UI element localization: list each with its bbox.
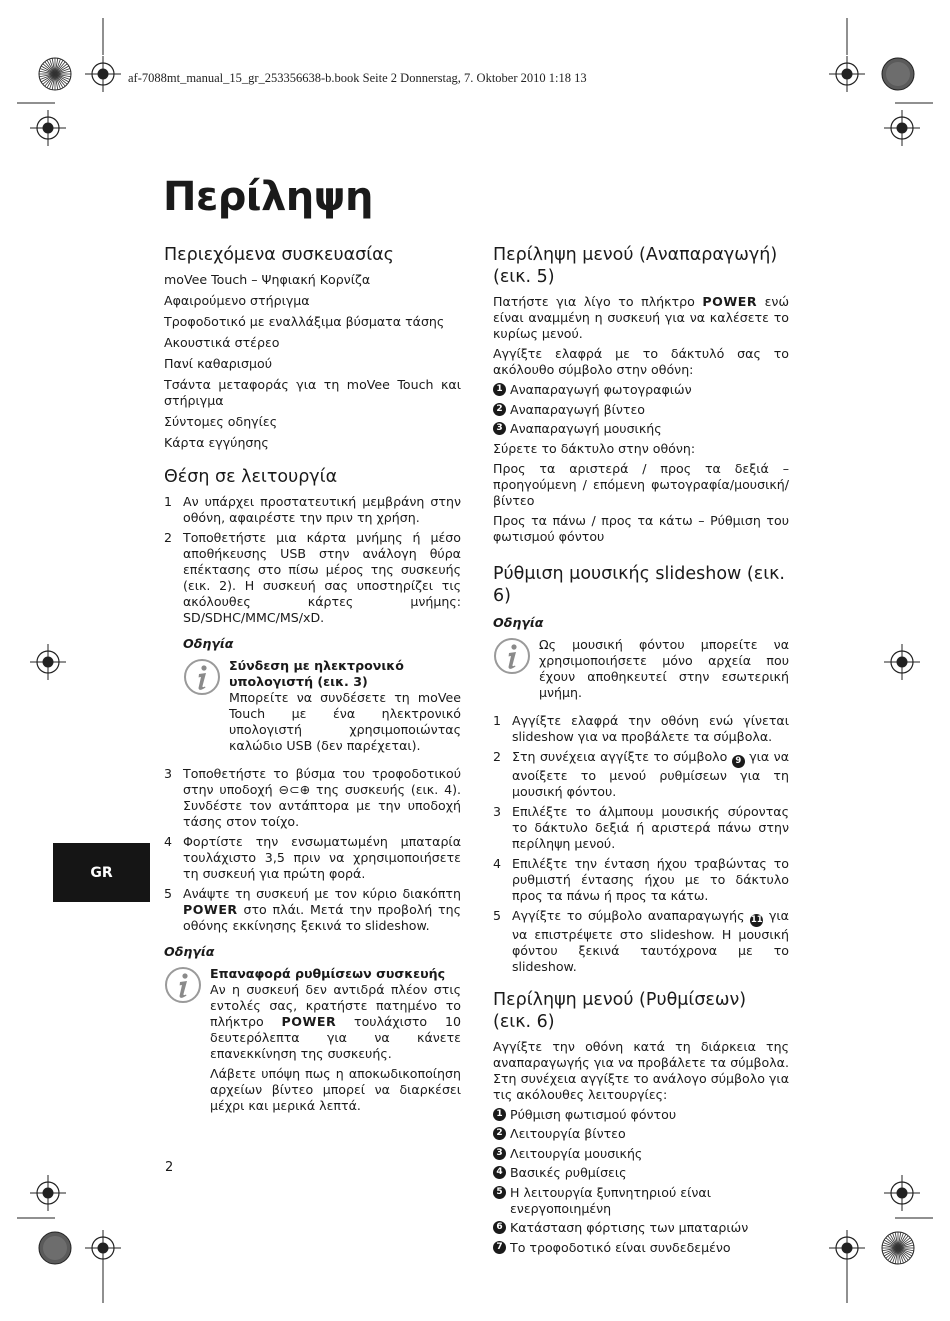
- registration-crosshair: [85, 56, 121, 92]
- registration-crosshair: [85, 1230, 121, 1266]
- note-text: Ως μουσική φόντου μπορείτε να χρησιμοποιήσετε μόνο αρχεία που έχουν αποθηκευτεί στην εσωτερική μνήμη.: [539, 636, 789, 700]
- list-item: 1 Ρύθμιση φωτισμού φόντου: [493, 1107, 789, 1123]
- list-item: 6 Κατάσταση φόρτισης των μπαταριών: [493, 1220, 789, 1236]
- registration-crosshair: [884, 1175, 920, 1211]
- registration-star: [882, 1232, 914, 1264]
- book-slug: af-7088mt_manual_15_gr_253356638-b.book Seite 2 Donnerstag, 7. Oktober 2010 1:18 13: [128, 71, 587, 85]
- list-item: 3 Τοποθετήστε το βύσμα του τροφοδοτικού στην υποδοχή ⊖⊂⊕ της συσκευής (εικ. 4). Συνδέστε τον αντάπτορα με την υποδοχή τάσης στον τοίχο.: [164, 766, 461, 829]
- language-tab: GR: [53, 843, 150, 902]
- page-title: Περίληψη: [163, 174, 373, 220]
- note-background-music: [493, 637, 789, 705]
- list-item: Πανί καθαρισμού: [164, 356, 273, 371]
- settings-menu-list: [493, 1107, 789, 1256]
- operation-steps-continued: [164, 766, 461, 934]
- list-item: 4 Βασικές ρυθμίσεις: [493, 1165, 789, 1181]
- menu-settings-heading: Περίληψη μενού (Ρυθμίσεων) (εικ. 6): [493, 989, 747, 1032]
- note-text: Αν η συσκευή δεν αντιδρά πλέον στις εντολές σας, κρατήστε πατημένο το πλήκτρο POWER τουλάχιστο 10 δευτερόλεπτα για να κάνετε επανεκκίνηση της συσκευής.: [210, 982, 461, 1061]
- music-steps: [493, 713, 789, 975]
- package-heading: Περιεχόμενα συσκευασίας: [164, 245, 394, 265]
- registration-crosshair: [30, 644, 66, 680]
- list-item: 7 Το τροφοδοτικό είναι συνδεδεμένο: [493, 1240, 789, 1256]
- note-label: Οδηγία: [183, 636, 234, 651]
- list-item: Τροφοδοτικό με εναλλάξιμα βύσματα τάσης: [164, 314, 445, 329]
- menu-play-heading: Περίληψη μενού (Αναπαραγωγή) (εικ. 5): [493, 245, 778, 287]
- paragraph: Αγγίξτε την οθόνη κατά τη διάρκεια της αναπαραγωγής για να προβάλετε τα σύμβολα. Στη συνέχεια αγγίξτε το ανάλογο σύμβολο για τις ακόλουθες λειτουργίες:: [493, 1038, 789, 1102]
- info-icon: [164, 966, 210, 1118]
- list-item: 1 Αναπαραγωγή φωτογραφιών: [493, 382, 789, 398]
- operation-heading: Θέση σε λειτουργία: [164, 467, 338, 487]
- list-item: Τσάντα μεταφοράς για τη moVee Touch και στήριγμα: [164, 377, 461, 408]
- list-item: Αφαιρούμενο στήριγμα: [164, 293, 310, 308]
- play-menu-list: [493, 382, 789, 437]
- music-slideshow-heading: Ρύθμιση μουσικής slideshow (εικ. 6): [493, 563, 785, 606]
- list-item: 5 Η λειτουργία ξυπνητηριού είναι ενεργοποιημένη: [493, 1185, 789, 1217]
- list-item: 3 Επιλέξτε το άλμπουμ μουσικής σύροντας το δάκτυλο δεξιά ή αριστερά πάνω στην περίληψη μενού.: [493, 803, 789, 851]
- registration-crosshair: [884, 110, 920, 146]
- operation-steps: [164, 494, 461, 626]
- left-column: [164, 244, 461, 1126]
- list-item: 2 Τοποθετήστε μια κάρτα μνήμης ή μέσο αποθήκευσης USB στην ανάλογη θύρα επέκτασης στο πίσω μέρος της συσκευής (εικ. 2). Η συσκευή σας υποστηρίζει τις ακόλουθες κάρτες μνήμης: SD/SDHC/MMC/MS/xD.: [164, 530, 461, 625]
- symbol-marker: 11: [750, 914, 763, 925]
- note-title: Επαναφορά ρυθμίσεων συσκευής: [210, 966, 446, 981]
- list-item: moVee Touch – Ψηφιακή Κορνίζα: [164, 272, 371, 287]
- registration-disc: [39, 1232, 71, 1264]
- paragraph: Προς τα αριστερά / προς τα δεξιά – προηγούμενη / επόμενη φωτογραφία/μουσική/βίντεο: [493, 460, 789, 508]
- list-item: 5 Ανάψτε τη συσκευή με τον κύριο διακόπτη POWER στο πλάι. Μετά την προβολή της οθόνης εκκίνησης ξεκινά το slideshow.: [164, 886, 461, 933]
- paragraph: Πατήστε για λίγο το πλήκτρο POWER ενώ είναι αναμμένη η συσκευή για να καλέσετε το κυρίως μενού.: [493, 294, 789, 341]
- note-title: Σύνδεση με ηλεκτρονικό υπολογιστή (εικ. 3): [229, 658, 404, 689]
- list-item: 3 Αναπαραγωγή μουσικής: [493, 421, 789, 437]
- note-text: Λάβετε υπόψη πως η αποκωδικοποίηση αρχείων βίντεο μπορεί να διαρκέσει μέχρι και μερικά λεπτά.: [210, 1066, 461, 1113]
- list-item: 2 Αναπαραγωγή βίντεο: [493, 402, 789, 418]
- registration-crosshair: [30, 110, 66, 146]
- list-item: Κάρτα εγγύησης: [164, 435, 269, 450]
- list-item: Ακουστικά στέρεο: [164, 335, 280, 350]
- page-number: 2: [165, 1160, 174, 1175]
- note-label: Οδηγία: [493, 614, 544, 630]
- list-item: 4 Επιλέξτε την ένταση ήχου τραβώντας το ρυθμιστή έντασης ήχου με το δάκτυλο προς τα πάνω ή προς τα κάτω.: [493, 855, 789, 903]
- list-item: Σύντομες οδηγίες: [164, 414, 278, 429]
- list-item: 2 Λειτουργία βίντεο: [493, 1126, 789, 1142]
- note-text: Μπορείτε να συνδέσετε τη moVee Touch με ένα ηλεκτρονικό υπολογιστή χρησιμοποιώντας καλώδιο USB (δεν παρέχεται).: [229, 690, 461, 753]
- note-pc-connection: [183, 658, 461, 758]
- info-icon: [493, 637, 539, 705]
- list-item: 4 Φορτίστε την ενσωματωμένη μπαταρία τουλάχιστο 3,5 πριν να χρησιμοποιήσετε τη συσκευή για πρώτη φορά.: [164, 834, 461, 881]
- list-item: 3 Λειτουργία μουσικής: [493, 1146, 789, 1162]
- registration-crosshair: [30, 1175, 66, 1211]
- right-column: [493, 244, 789, 1259]
- list-item: 1 Αν υπάρχει προστατευτική μεμβράνη στην οθόνη, αφαιρέστε την πριν τη χρήση.: [164, 494, 461, 525]
- list-item: 1 Αγγίξτε ελαφρά την οθόνη ενώ γίνεται slideshow για να προβάλετε τα σύμβολα.: [493, 712, 789, 744]
- symbol-marker: 9: [732, 755, 745, 768]
- paragraph: Αγγίξτε ελαφρά με το δάκτυλό σας το ακόλουθο σύμβολο στην οθόνη:: [493, 346, 789, 377]
- registration-star: [39, 58, 71, 90]
- package-list: [164, 272, 461, 451]
- dc-socket-symbol: ⊖⊂⊕: [278, 782, 311, 797]
- paragraph: Προς τα πάνω / προς τα κάτω – Ρύθμιση του φωτισμού φόντου: [493, 512, 789, 544]
- paragraph: Σύρετε το δάκτυλο στην οθόνη:: [493, 440, 696, 456]
- registration-crosshair: [829, 1230, 865, 1266]
- registration-crosshair: [829, 56, 865, 92]
- list-item: 2 Στη συνέχεια αγγίξτε το σύμβολο 9 για να ανοίξετε το μενού ρυθμίσεων για τη μουσική φόντου.: [493, 748, 789, 799]
- note-device-reset: [164, 966, 461, 1118]
- note-label: Οδηγία: [164, 944, 215, 959]
- registration-disc: [882, 58, 914, 90]
- registration-crosshair: [884, 644, 920, 680]
- info-icon: [183, 658, 229, 758]
- list-item: 5 Αγγίξτε το σύμβολο αναπαραγωγής 11 για να επιστρέψετε στο slideshow. Η μουσική φόντου ξεκινά ταυτόχρονα με το slideshow.: [493, 907, 789, 974]
